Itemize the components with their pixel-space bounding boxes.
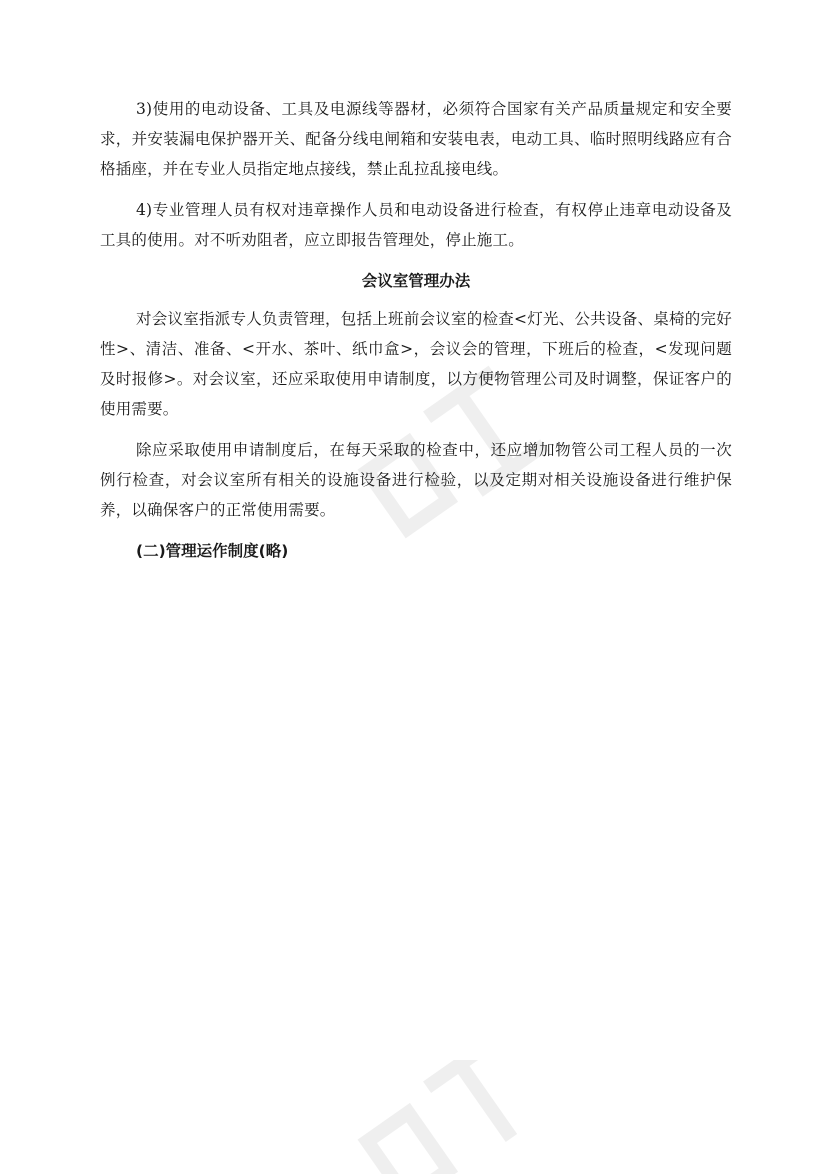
watermark-stamp-bottom xyxy=(330,1060,570,1174)
subheading-operation-system: (二)管理运作制度(略) xyxy=(136,542,289,560)
section-title: 会议室管理办法 xyxy=(361,272,471,290)
paragraph-electrical-equipment: 3)使用的电动设备、工具及电源线等器材，必须符合国家有关产品质量规定和安全要求，并安装漏电保护器开关、配备分线电闸箱和安装电表，电动工具、临时照明线路应有合格插座，并在专业人员指定地点接线，禁止乱拉乱接电线。 xyxy=(100,100,732,178)
paragraph-routine-inspection: 除应采取使用申请制度后，在每天采取的检查中，还应增加物管公司工程人员的一次例行检查，对会议室所有相关的设施设备进行检验，以及定期对相关设施设备进行维护保养，以确保客户的正常使用需要。 xyxy=(100,441,732,519)
paragraph-meeting-room-management: 对会议室指派专人负责管理，包括上班前会议室的检查<灯光、公共设备、桌椅的完好性>、清洁、准备、<开水、茶叶、纸巾盒>，会议会的管理，下班后的检查，<发现问题及时报修>。对会议室，还应采取使用申请制度，以方便物管理公司及时调整，保证客户的使用需要。 xyxy=(100,310,732,418)
paragraph-inspection-rights: 4)专业管理人员有权对违章操作人员和电动设备进行检查，有权停止违章电动设备及工具的使用。对不听劝阻者，应立即报告管理处，停止施工。 xyxy=(100,201,732,249)
document-body xyxy=(100,94,732,566)
